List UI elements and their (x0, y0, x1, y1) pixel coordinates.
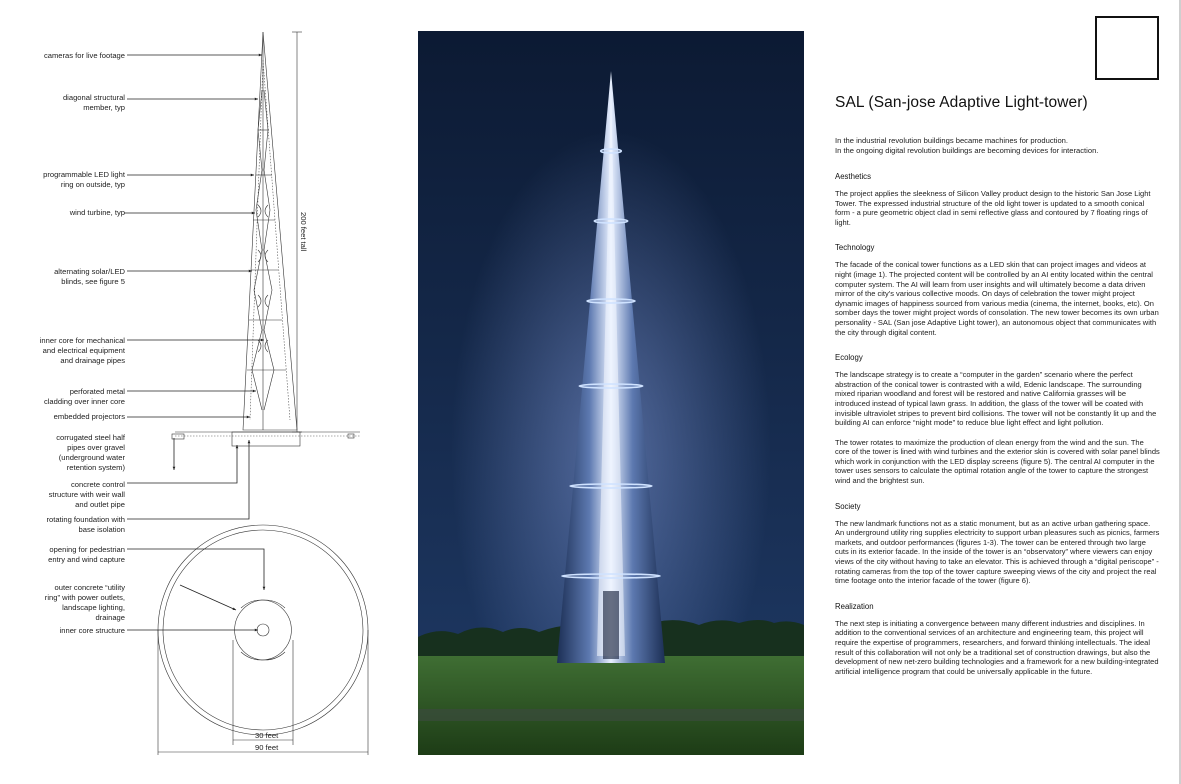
height-dimension (292, 32, 308, 432)
callout-label: cameras for live footage (43, 51, 125, 60)
section-paragraph: The tower rotates to maximize the production of clean energy from the wind and the sun. The core of the tower is lined with wind turbines and the exterior skin is covered with solar panel blinds which work in conjunction with the LED display screens (figure 5). The central AI computer in the tower uses sensors to calculate the optimal rotation angle of the tower to capture the strongest wind and the brightest sun. (835, 437, 1160, 486)
section-paragraph: The next step is initiating a convergence between many different industries and disciplines. In addition to the conventional services of an architecture and engineering team, this project will require the expertise of programmers, researchers, and forward thinking intellectuals. The ideal result of this collaboration will not only be a traditional set of construction drawings, but also the development of new net-zero building technologies and a framework for a new building-integrated artificial intelligence program that could be universally applicable in the future. (835, 618, 1159, 676)
callout-label: wind turbine, typ (69, 208, 125, 217)
section-paragraph: The project applies the sleekness of Silicon Valley product design to the historic San Jose Light Tower. The expressed industrial structure of the old light tower is updated to a smooth conical form - a pure geometric object clad in semi reflective glass and contoured by 7 floating rings of light. (835, 189, 1151, 227)
section-heading: Technology (835, 243, 875, 253)
section-heading: Aesthetics (835, 172, 871, 181)
callout-labels (40, 51, 266, 635)
section-paragraph: The landscape strategy is to create a “computer in the garden” scenario where the perfect abstraction of the conical tower is contrasted with a wild, Edenic landscape. The surrounding mixed riparian woodland and forest will be restored and native California grasses will be introduced instead of typical lawn grass. In addition, the glass of the tower will be coated with invisible ultraviolet stripes to prevent bird collisions. The tower will not be constantly lit up and the building AI can enforce “night mode” to reduce blue light effect and light pollution. (835, 370, 1157, 428)
callout-label: perforated metal cladding over inner core (43, 387, 125, 406)
section-ecology (835, 353, 1160, 486)
callout-label: inner core structure (59, 626, 125, 635)
callout-label: programmable LED light ring on outside, typ (43, 170, 125, 189)
project-title: SAL (San-jose Adaptive Light-tower) (835, 94, 1088, 111)
callout-arrowhead (263, 587, 266, 590)
callout-label: corrugated steel half pipes over gravel (underground water retention system) (56, 433, 125, 472)
callout-arrowhead (252, 212, 255, 215)
section-aesthetics (835, 172, 1160, 227)
section-realization (835, 602, 1160, 677)
callout-label: rotating foundation with base isolation (46, 515, 125, 534)
callout-label: outer concrete “utility ring” with power outlets, landscape lighting, drainage (44, 583, 125, 622)
section-technology (835, 243, 1160, 337)
callout-leader (127, 440, 249, 519)
callout-leader (180, 585, 236, 610)
intro (835, 136, 1160, 156)
callout-arrowhead (253, 390, 256, 393)
callout-arrowhead (255, 629, 258, 632)
description-column (835, 94, 1160, 686)
callout-label: concrete control structure with weir wall and outlet pipe (48, 480, 125, 509)
tower-night-rendering (418, 31, 804, 755)
logo-box (1095, 16, 1159, 80)
callout-label: alternating solar/LED blinds, see figure 5 (54, 267, 125, 286)
intro-line: In the industrial revolution buildings became machines for production. (835, 136, 1069, 145)
dim-outer-label: 90 feet (255, 743, 279, 752)
callout-arrowhead (251, 174, 254, 177)
callout-leader (127, 445, 237, 483)
tower-section-diagram (0, 0, 410, 784)
callout-arrowhead (236, 445, 239, 448)
callout-leader (127, 549, 264, 590)
section-society (835, 502, 1160, 586)
callout-arrowhead (255, 98, 258, 101)
tower-elevation (243, 32, 297, 430)
dim-inner-label: 30 feet (255, 731, 279, 740)
callout-label: opening for pedestrian entry and wind capture (48, 545, 125, 564)
ground-and-foundation (172, 432, 360, 446)
intro-line: In the ongoing digital revolution buildings are becoming devices for interaction. (835, 146, 1099, 155)
section-paragraph: The facade of the conical tower functions as a LED skin that can project images and videos at night (image 1). The projected content will be controlled by an AI entity located within the central computer system. The AI will learn from user insights and will ultimately become a data driven mirror of the city's various collective moods. On days of celebration the tower might project dynamic images of happiness sourced from various media (cinema, the internet, books, etc). On somber days the tower might project words of consolation. The new tower becomes its own urban personality - SAL (San jose Adaptive Light tower), an autonomous object that communicates with the city through digital content. (835, 260, 1159, 337)
callout-label: diagonal structural member, typ (62, 93, 125, 112)
callout-arrowhead (247, 416, 250, 419)
callout-label: inner core for mechanical and electrical equipment and drainage pipes (39, 336, 125, 365)
path-strip (418, 709, 804, 721)
callout-arrowhead (248, 440, 251, 443)
tower-plan (158, 525, 368, 755)
callout-arrowhead (261, 339, 264, 342)
section-heading: Realization (835, 601, 874, 611)
height-label: 200 feet tall (299, 212, 308, 252)
lawn (418, 656, 804, 755)
callout-arrowhead (173, 467, 176, 470)
callout-label: embedded projectors (53, 412, 125, 421)
section-heading: Society (835, 501, 861, 511)
section-heading: Ecology (835, 353, 863, 363)
tower-entrance (603, 591, 619, 659)
section-paragraph: The new landmark functions not as a static monument, but as an active urban gathering space. An underground utility ring supplies electricity to support urban pleasures such as picnics, farmers markets, and outdoor performances (figures 1-3). The tower can be entered through two large cuts in its exterior facade. In the inside of the tower is an “observatory” where viewers can enjoy views of the city without having to take an elevator. This is achieved through a “digital periscope” - rotating cameras from the top of the tower capture sweeping views of the city and project the real time footage onto the interior facade of the tower (figure 6). (835, 518, 1160, 586)
